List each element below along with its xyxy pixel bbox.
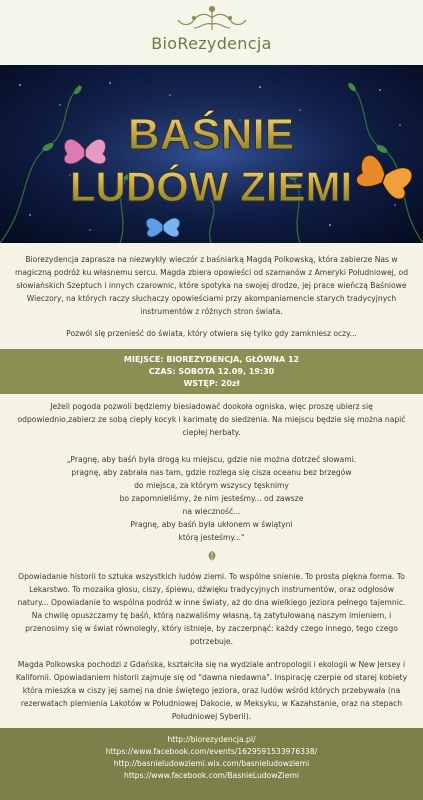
wix-site-link[interactable]: http://basnieludowziemi.wix.com/basnieludowziemi xyxy=(113,759,310,768)
event-info-bar xyxy=(0,349,423,394)
storytelling-paragraph: Opowiadanie historii to sztuka wszystkich ludów ziemi. To wspólne snienie. To prosta piękna forma. To Lekarstwo. To mozaika głosu, ciszy, śpiewu, dźwięku tradycyjnych instrumentów, oraz odgłosów natury... Opowiadanie to wspólna podróż w inne światy, aż do dna wielkiego jeziora pełnego tajemnic. Na chwilę opuszczamy tę baśń, którą nazwaliśmy własną, tą zatytułowaną naszym imieniem, i przenosimy się w świat równoległy, który istnieje, by zaczerpnąć: każdy czego innego, tego czego potrzebuje. xyxy=(17,572,406,646)
facebook-event-link[interactable]: https://www.facebook.com/events/1629591533976338/ xyxy=(105,747,318,756)
facebook-page-link[interactable]: https://www.facebook.com/BasnieLudowZiemi xyxy=(124,771,299,780)
event-entry-fee: WSTĘP: 20zł xyxy=(183,379,240,388)
weather-note: Jeżeli pogoda pozwoli będziemy biesiadować dookoła ogniska, więc proszę ubierz się odpowiednio,zabierz ze sobą ciepły kocyk i karimatę do siedzenia. Na miejscu będzie się można napić ciepłej herbaty. xyxy=(17,402,406,437)
banner-illustration xyxy=(0,65,423,243)
header xyxy=(0,0,423,65)
floral-ornament-icon xyxy=(172,4,252,32)
title-banner xyxy=(0,65,423,243)
banner-title-line2: LUDÓW ZIEMI xyxy=(69,163,353,210)
quote-line: na wieczność... xyxy=(182,507,241,516)
intro-tagline: Pozwól się przenieść do świata, który otwiera się tylko gdy zamkniesz oczy... xyxy=(66,329,357,338)
quote-line: pragnę, aby zabrała nas tam, gdzie rozlega się cisza oceanu bez brzegów xyxy=(71,468,352,477)
quote-line: do miejsca, za którym wszyscy tęsknimy xyxy=(134,481,289,490)
website-link[interactable]: http://biorezydencja.pl/ xyxy=(167,735,256,744)
footer-links xyxy=(0,728,423,800)
event-place: MIEJSCE: BIOREZYDENCJA, GŁÓWNA 12 xyxy=(123,355,300,364)
quote-block xyxy=(14,453,409,544)
intro-section xyxy=(0,243,423,340)
quote-line: bo zapomnieliśmy, że nim jesteśmy... od zawsze xyxy=(119,494,304,503)
event-time: CZAS: SOBOTA 12.09, 19:30 xyxy=(148,367,275,376)
quote-line: Pragnę, aby baśń była ukłonem w świątyni xyxy=(130,520,293,529)
intro-paragraph: Biorezydencja zaprasza na niezwykły wieczór z baśniarką Magdą Polkowską, która zabierze Nas w magiczną podróż ku własnemu sercu. Magda zbiera opowieści od szamanów z Ameryki Południowej, od słowiańskich Szeptuch i innych czarownic, które spotyka na swojej drodze, jej prace wieńczą Baśniowe Wieczory, na których raczy słuchaczy opowieściami przy akompaniamencie starych tradycyjnych instrumentów z różnych stron świata. xyxy=(14,255,409,316)
leaf-divider-icon xyxy=(205,550,219,562)
about-magda-paragraph: Magda Polkowska pochodzi z Gdańska, kształciła się na wydziale antropologii i ekologii w New Jersey i Kalifornii. Opowiadaniem historii zajmuje się od "dawna niedawna". Inspirację czerpie od starej kobiety która mieszka w ciszy jej samej na dnie świętego jeziora, oraz ludów wśród których przebywała (na rezerwatach plemienia Lakotów w Południowej Dakocie, w Meksyku, w Kazahstanie, oraz na stepach Południowej Syberii). xyxy=(15,660,408,721)
main-content xyxy=(0,394,423,723)
brand-logo-text[interactable]: BioRezydencja xyxy=(151,34,272,53)
banner-title-line1: BAŚNIE xyxy=(127,110,295,159)
quote-line: „Pragnę, aby baśń była drogą ku miejscu, gdzie nie można dotrzeć słowami. xyxy=(66,455,357,464)
quote-line: którą jesteśmy..." xyxy=(178,533,245,542)
